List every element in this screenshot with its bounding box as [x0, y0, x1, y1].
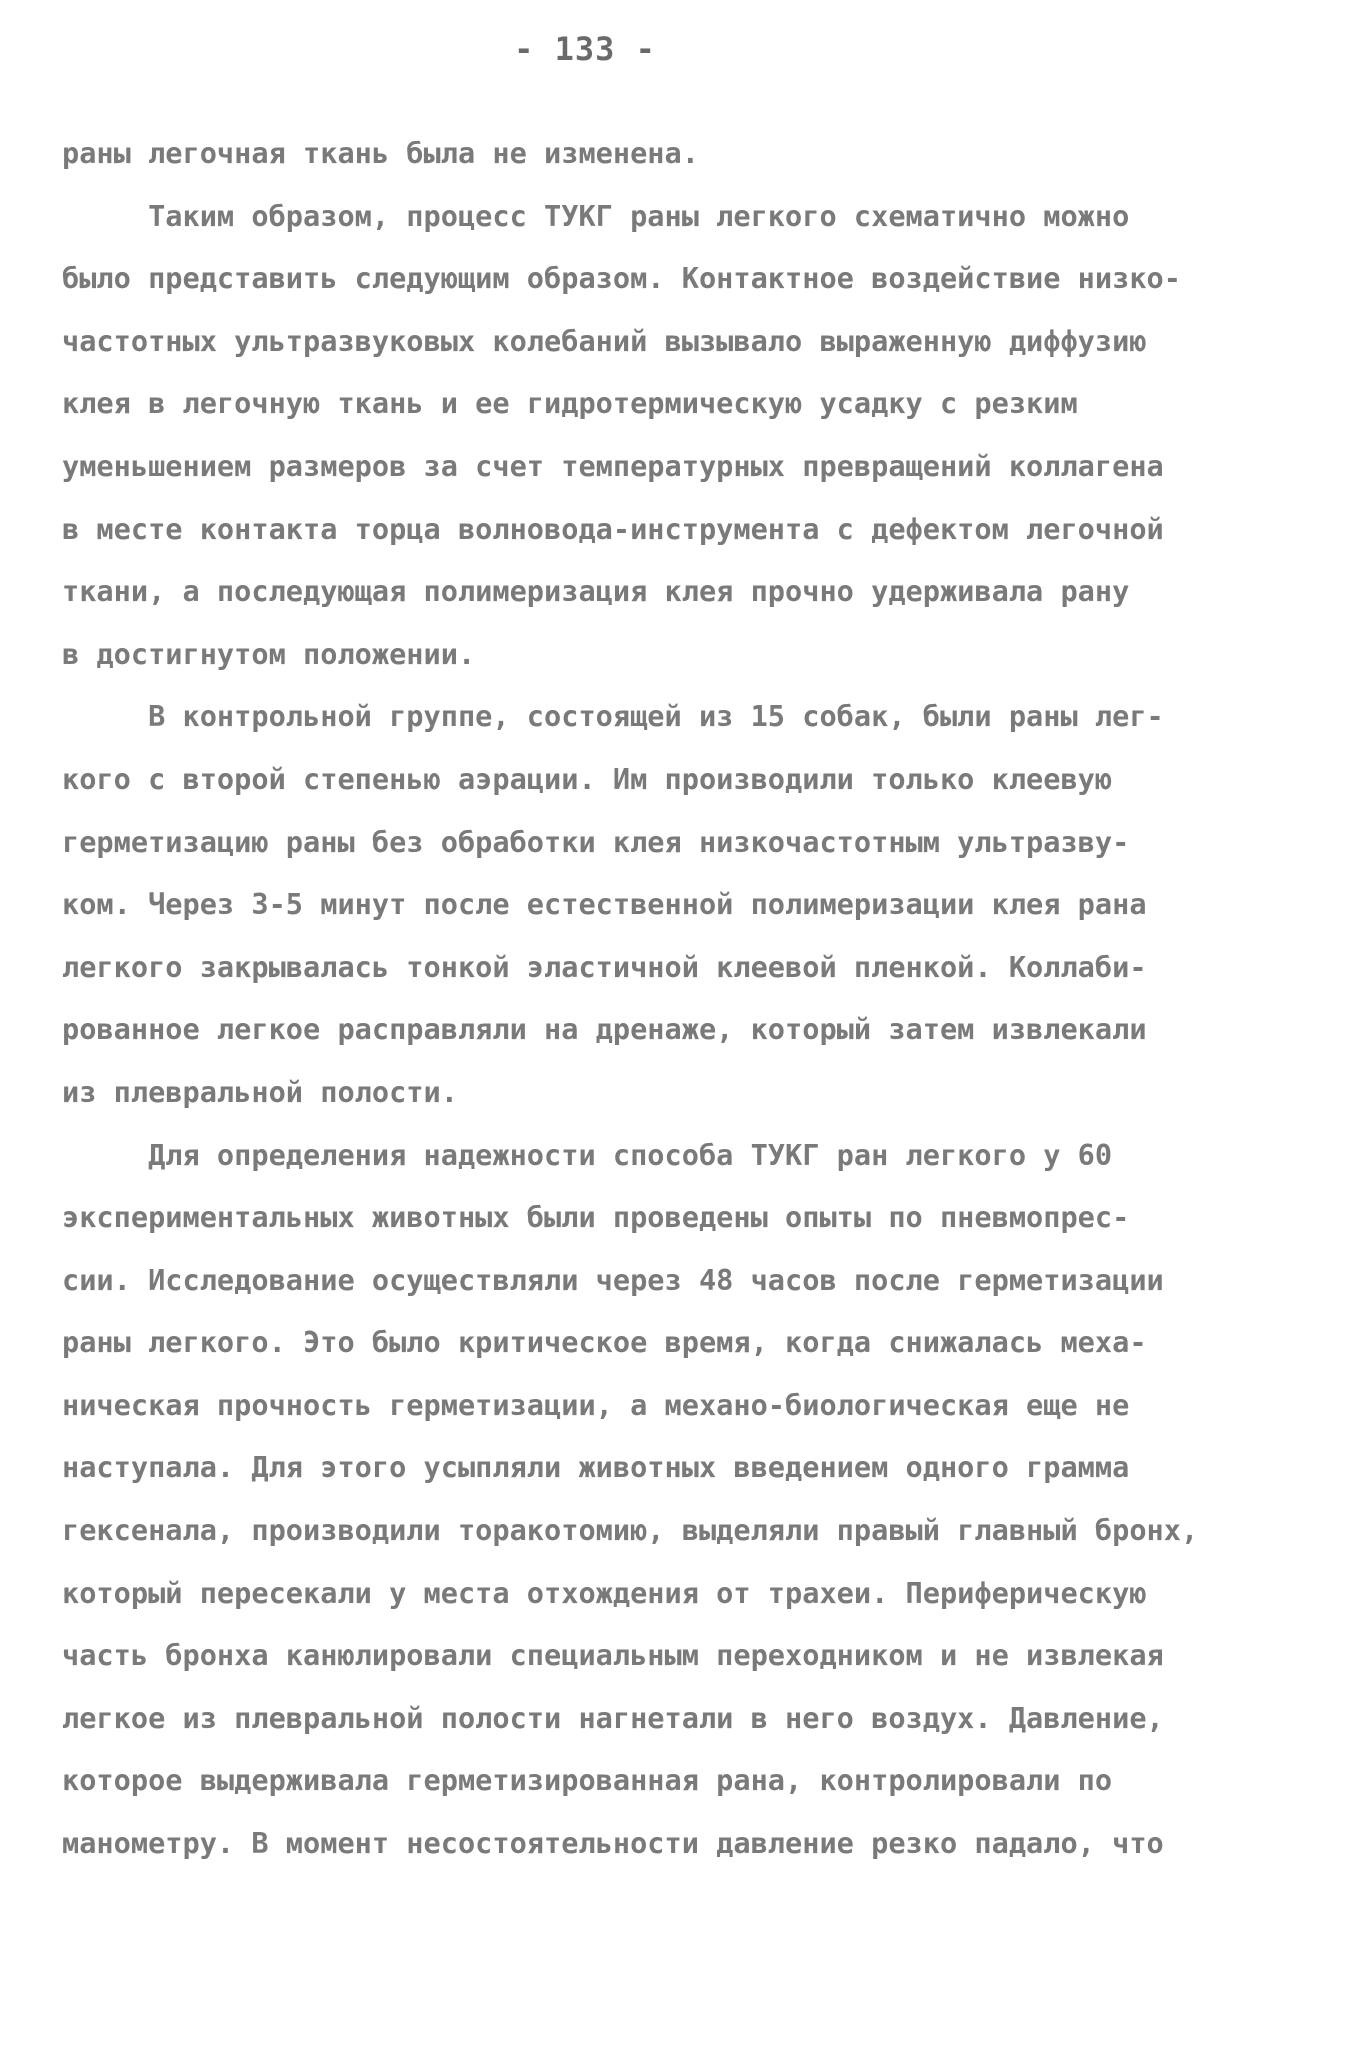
text-line: Для определения надежности способа ТУКГ ран легкого у 60	[62, 1137, 1113, 1172]
text-line: Таким образом, процесс ТУКГ раны легкого схематично можно	[62, 198, 1130, 233]
text-line: манометру. В момент несостоятельности давление резко падало, что	[62, 1826, 1164, 1861]
text-line: который пересекали у места отхождения от трахеи. Периферическую	[62, 1575, 1147, 1610]
text-line: уменьшением размеров за счет температурных превращений коллагена	[62, 448, 1164, 483]
text-line: рованное легкое расправляли на дренаже, который затем извлекали	[62, 1012, 1147, 1047]
text-line: которое выдерживала герметизированная рана, контролировали по	[62, 1763, 1113, 1798]
text-line: раны легочная ткань была не изменена.	[62, 136, 699, 170]
text-line: В контрольной группе, состоящей из 15 собак, были раны лег-	[62, 699, 1164, 734]
text-line: кого с второй степенью аэрации. Им производили только клеевую	[62, 761, 1113, 796]
text-line: ком. Через 3-5 минут после естественной полимеризации клея рана	[62, 887, 1147, 922]
text-line: герметизацию раны без обработки клея низкочастотным ультразву-	[62, 824, 1130, 859]
text-line: ткани, а последующая полимеризация клея прочно удерживала рану	[62, 574, 1130, 609]
text-line: экспериментальных животных были проведены опыты по пневмопрес-	[62, 1200, 1130, 1235]
text-line: частотных ультразвуковых колебаний вызывало выраженную диффузию	[62, 323, 1147, 358]
text-line: легкого закрывалась тонкой эластичной клеевой пленкой. Коллаби-	[62, 949, 1147, 984]
text-line: сии. Исследование осуществляли через 48 часов после герметизации	[62, 1262, 1164, 1297]
text-line: ническая прочность герметизации, а механо-биологическая еще не	[62, 1387, 1130, 1422]
text-line: клея в легочную ткань и ее гидротермическую усадку с резким	[62, 386, 1078, 421]
text-line: раны легкого. Это было критическое время, когда снижалась меха-	[62, 1325, 1147, 1360]
text-line: гексенала, производили торакотомию, выделяли правый главный бронх,	[62, 1513, 1199, 1548]
text-line: легкое из плевральной полости нагнетали в него воздух. Давление,	[62, 1700, 1164, 1735]
text-line: в достигнутом положении.	[62, 636, 476, 671]
text-line: часть бронха канюлировали специальным переходником и не извлекая	[62, 1638, 1164, 1673]
body-text	[62, 122, 1287, 1875]
text-line: наступала. Для этого усыпляли животных введением одного грамма	[62, 1450, 1130, 1485]
page-number: - 133 -	[514, 30, 656, 68]
text-line: из плевральной полости.	[62, 1074, 458, 1109]
text-line: в месте контакта торца волновода-инструмента с дефектом легочной	[62, 511, 1164, 546]
text-line: было представить следующим образом. Контактное воздействие низко-	[62, 261, 1181, 296]
